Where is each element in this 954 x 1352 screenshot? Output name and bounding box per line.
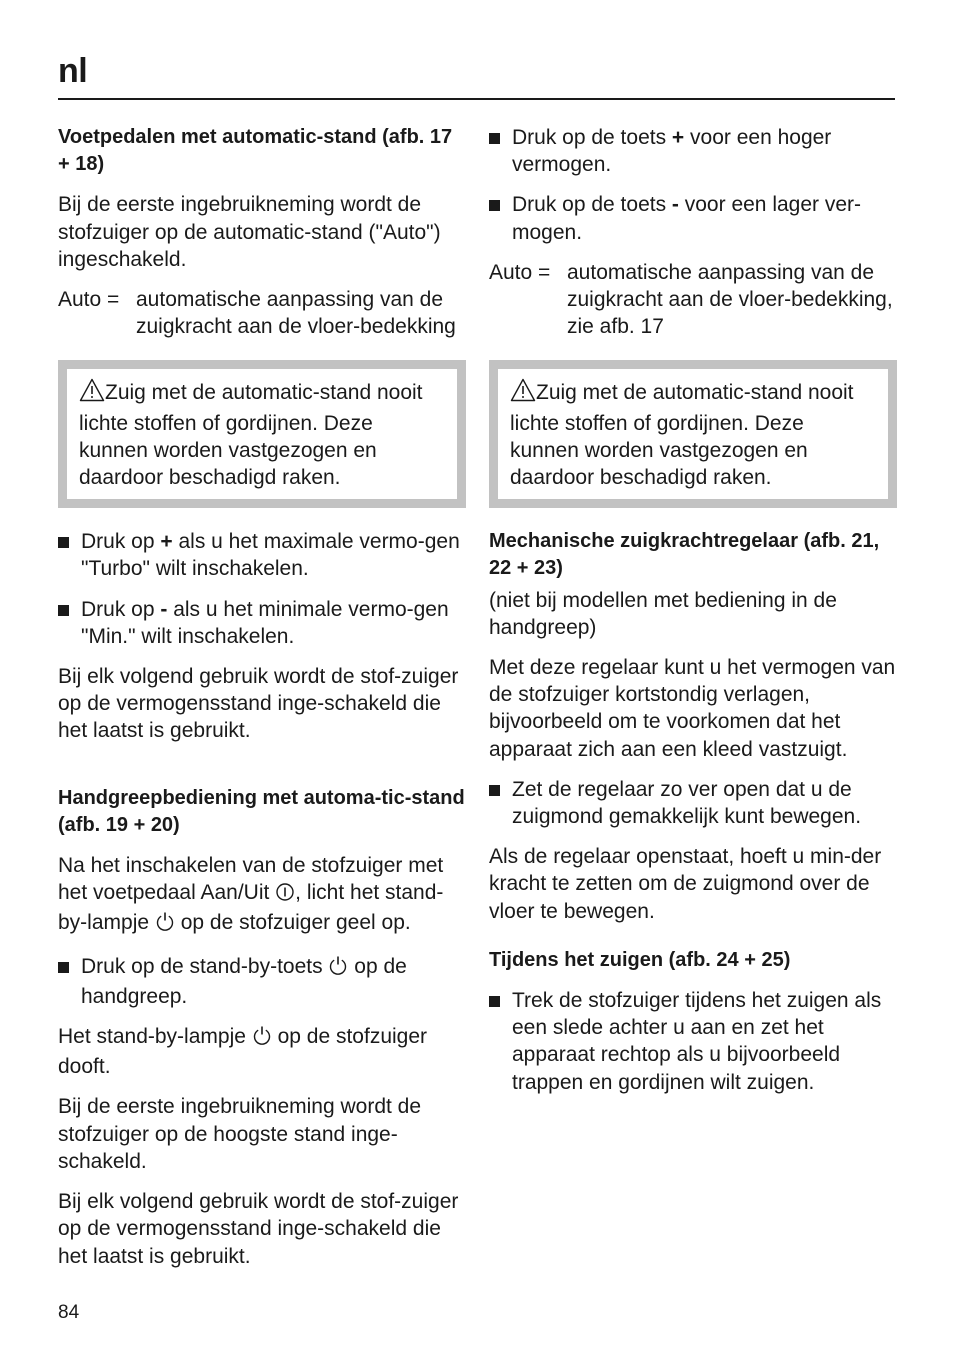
heading-handgreepbediening: Handgreepbediening met automa-tic-stand (afb. 19 + 20) — [58, 786, 465, 836]
plus-symbol: + — [160, 530, 173, 554]
list-item — [58, 953, 466, 1010]
paragraph: Bij elk volgend gebruik wordt de stof-zuiger op de vermogensstand inge-schakeld die het laatst is gebruikt. — [58, 1190, 459, 1268]
bullet-text: als u het minimale vermo-gen "Min." wilt inschakelen. — [81, 597, 449, 648]
warning-icon — [79, 378, 105, 409]
definition-desc: automatische aanpassing van de zuigkracht aan de vloer-bedekking — [136, 288, 456, 339]
on-off-icon — [275, 882, 295, 909]
bullet-text: Zet de regelaar zo ver open dat u de zuigmond gemakkelijk kunt bewegen. — [512, 777, 862, 829]
standby-icon — [252, 1025, 272, 1053]
heading-tijdens-zuigen: Tijdens het zuigen (afb. 24 + 25) — [489, 948, 791, 971]
bullet-text: Druk op de stand-by-toets — [81, 954, 329, 978]
bullet-square-icon — [58, 605, 69, 616]
section-language-label: nl — [58, 52, 88, 90]
bullet-square-icon — [489, 996, 500, 1007]
warning-text: Zuig met de automatic-stand nooit lichte stoffen of gordijnen. Deze kunnen worden vastgezogen en daardoor beschadigd raken. — [79, 381, 423, 490]
list-item — [489, 776, 897, 830]
list-item — [489, 124, 897, 178]
warning-box — [58, 360, 466, 508]
bullet-square-icon — [58, 537, 69, 548]
bullet-text: voor een hoger vermogen. — [512, 126, 832, 177]
list-item — [58, 596, 466, 650]
bullet-square-icon — [489, 133, 500, 144]
standby-icon — [155, 911, 175, 939]
header-rule — [58, 98, 895, 100]
bullet-text: als u het maximale vermo-gen "Turbo" wilt inschakelen. — [81, 530, 460, 581]
warning-box — [489, 360, 897, 508]
bullet-square-icon — [489, 200, 500, 211]
left-column — [58, 124, 466, 1270]
list-item — [489, 191, 897, 245]
text-run: Na het inschakelen van de stofzuiger met het voetpedaal Aan/Uit — [58, 854, 444, 905]
bullet-text: voor een lager ver-mogen. — [512, 193, 862, 244]
definition-term: Auto = — [489, 260, 551, 284]
list-item — [489, 987, 897, 1096]
paragraph: (niet bij modellen met bediening in de handgreep) — [489, 588, 837, 639]
bullet-text: Druk op de toets — [512, 193, 672, 217]
bullet-square-icon — [58, 962, 69, 973]
minus-symbol: - — [160, 597, 168, 621]
bullet-text: Trek de stofzuiger tijdens het zuigen als een slede achter u aan en zet het apparaat rechtop als u bijvoorbeeld trappen en gordijnen wilt zuigen. — [512, 989, 882, 1094]
text-run: , licht het stand-by-lampje — [58, 881, 444, 935]
text-run: op de stofzuiger dooft. — [58, 1025, 428, 1079]
page-number: 84 — [58, 1302, 80, 1323]
definition-term: Auto = — [58, 288, 120, 312]
standby-icon — [328, 955, 348, 983]
paragraph: Bij de eerste ingebruikneming wordt de stofzuiger op de hoogste stand inge-schakeld. — [58, 1095, 422, 1173]
paragraph: Bij elk volgend gebruik wordt de stof-zuiger op de vermogensstand inge-schakeld die het laatst is gebruikt. — [58, 665, 459, 743]
bullet-text: Druk op — [81, 530, 161, 554]
paragraph: Als de regelaar openstaat, hoeft u min-der kracht te zetten om de zuigmond over de vloer te bewegen. — [489, 845, 882, 923]
heading-voetpedalen: Voetpedalen met automatic-stand (afb. 17 + 18) — [58, 126, 453, 176]
heading-zuigkrachtregelaar: Mechanische zuigkrachtregelaar (afb. 21, 22 + 23) — [489, 530, 880, 580]
minus-symbol: - — [671, 193, 679, 217]
text-run: Het stand-by-lampje — [58, 1025, 252, 1049]
warning-text: Zuig met de automatic-stand nooit lichte stoffen of gordijnen. Deze kunnen worden vastgezogen en daardoor beschadigd raken. — [510, 381, 854, 490]
paragraph: Met deze regelaar kunt u het vermogen van de stofzuiger kortstondig verlagen, bijvoorbeeld om te voorkomen dat het apparaat zich aan een kleed vastzuigt. — [489, 656, 896, 761]
list-item — [58, 528, 466, 582]
paragraph: Bij de eerste ingebruikneming wordt de stofzuiger op de automatic-stand ("Auto") ingeschakeld. — [58, 193, 441, 271]
definition-auto — [58, 286, 466, 340]
paragraph — [58, 1023, 466, 1080]
bullet-square-icon — [489, 785, 500, 796]
bullet-text: op de handgreep. — [81, 954, 407, 1008]
paragraph — [58, 852, 466, 940]
right-column — [489, 124, 897, 1096]
plus-symbol: + — [671, 126, 685, 149]
text-run: op de stofzuiger geel op. — [174, 911, 411, 935]
definition-auto — [489, 259, 897, 341]
bullet-text: Druk op de toets — [512, 126, 672, 149]
bullet-text: Druk op — [81, 597, 161, 621]
definition-desc: automatische aanpassing van de zuigkracht aan de vloer-bedekking, zie afb. 17 — [567, 260, 893, 339]
warning-icon — [510, 378, 536, 409]
